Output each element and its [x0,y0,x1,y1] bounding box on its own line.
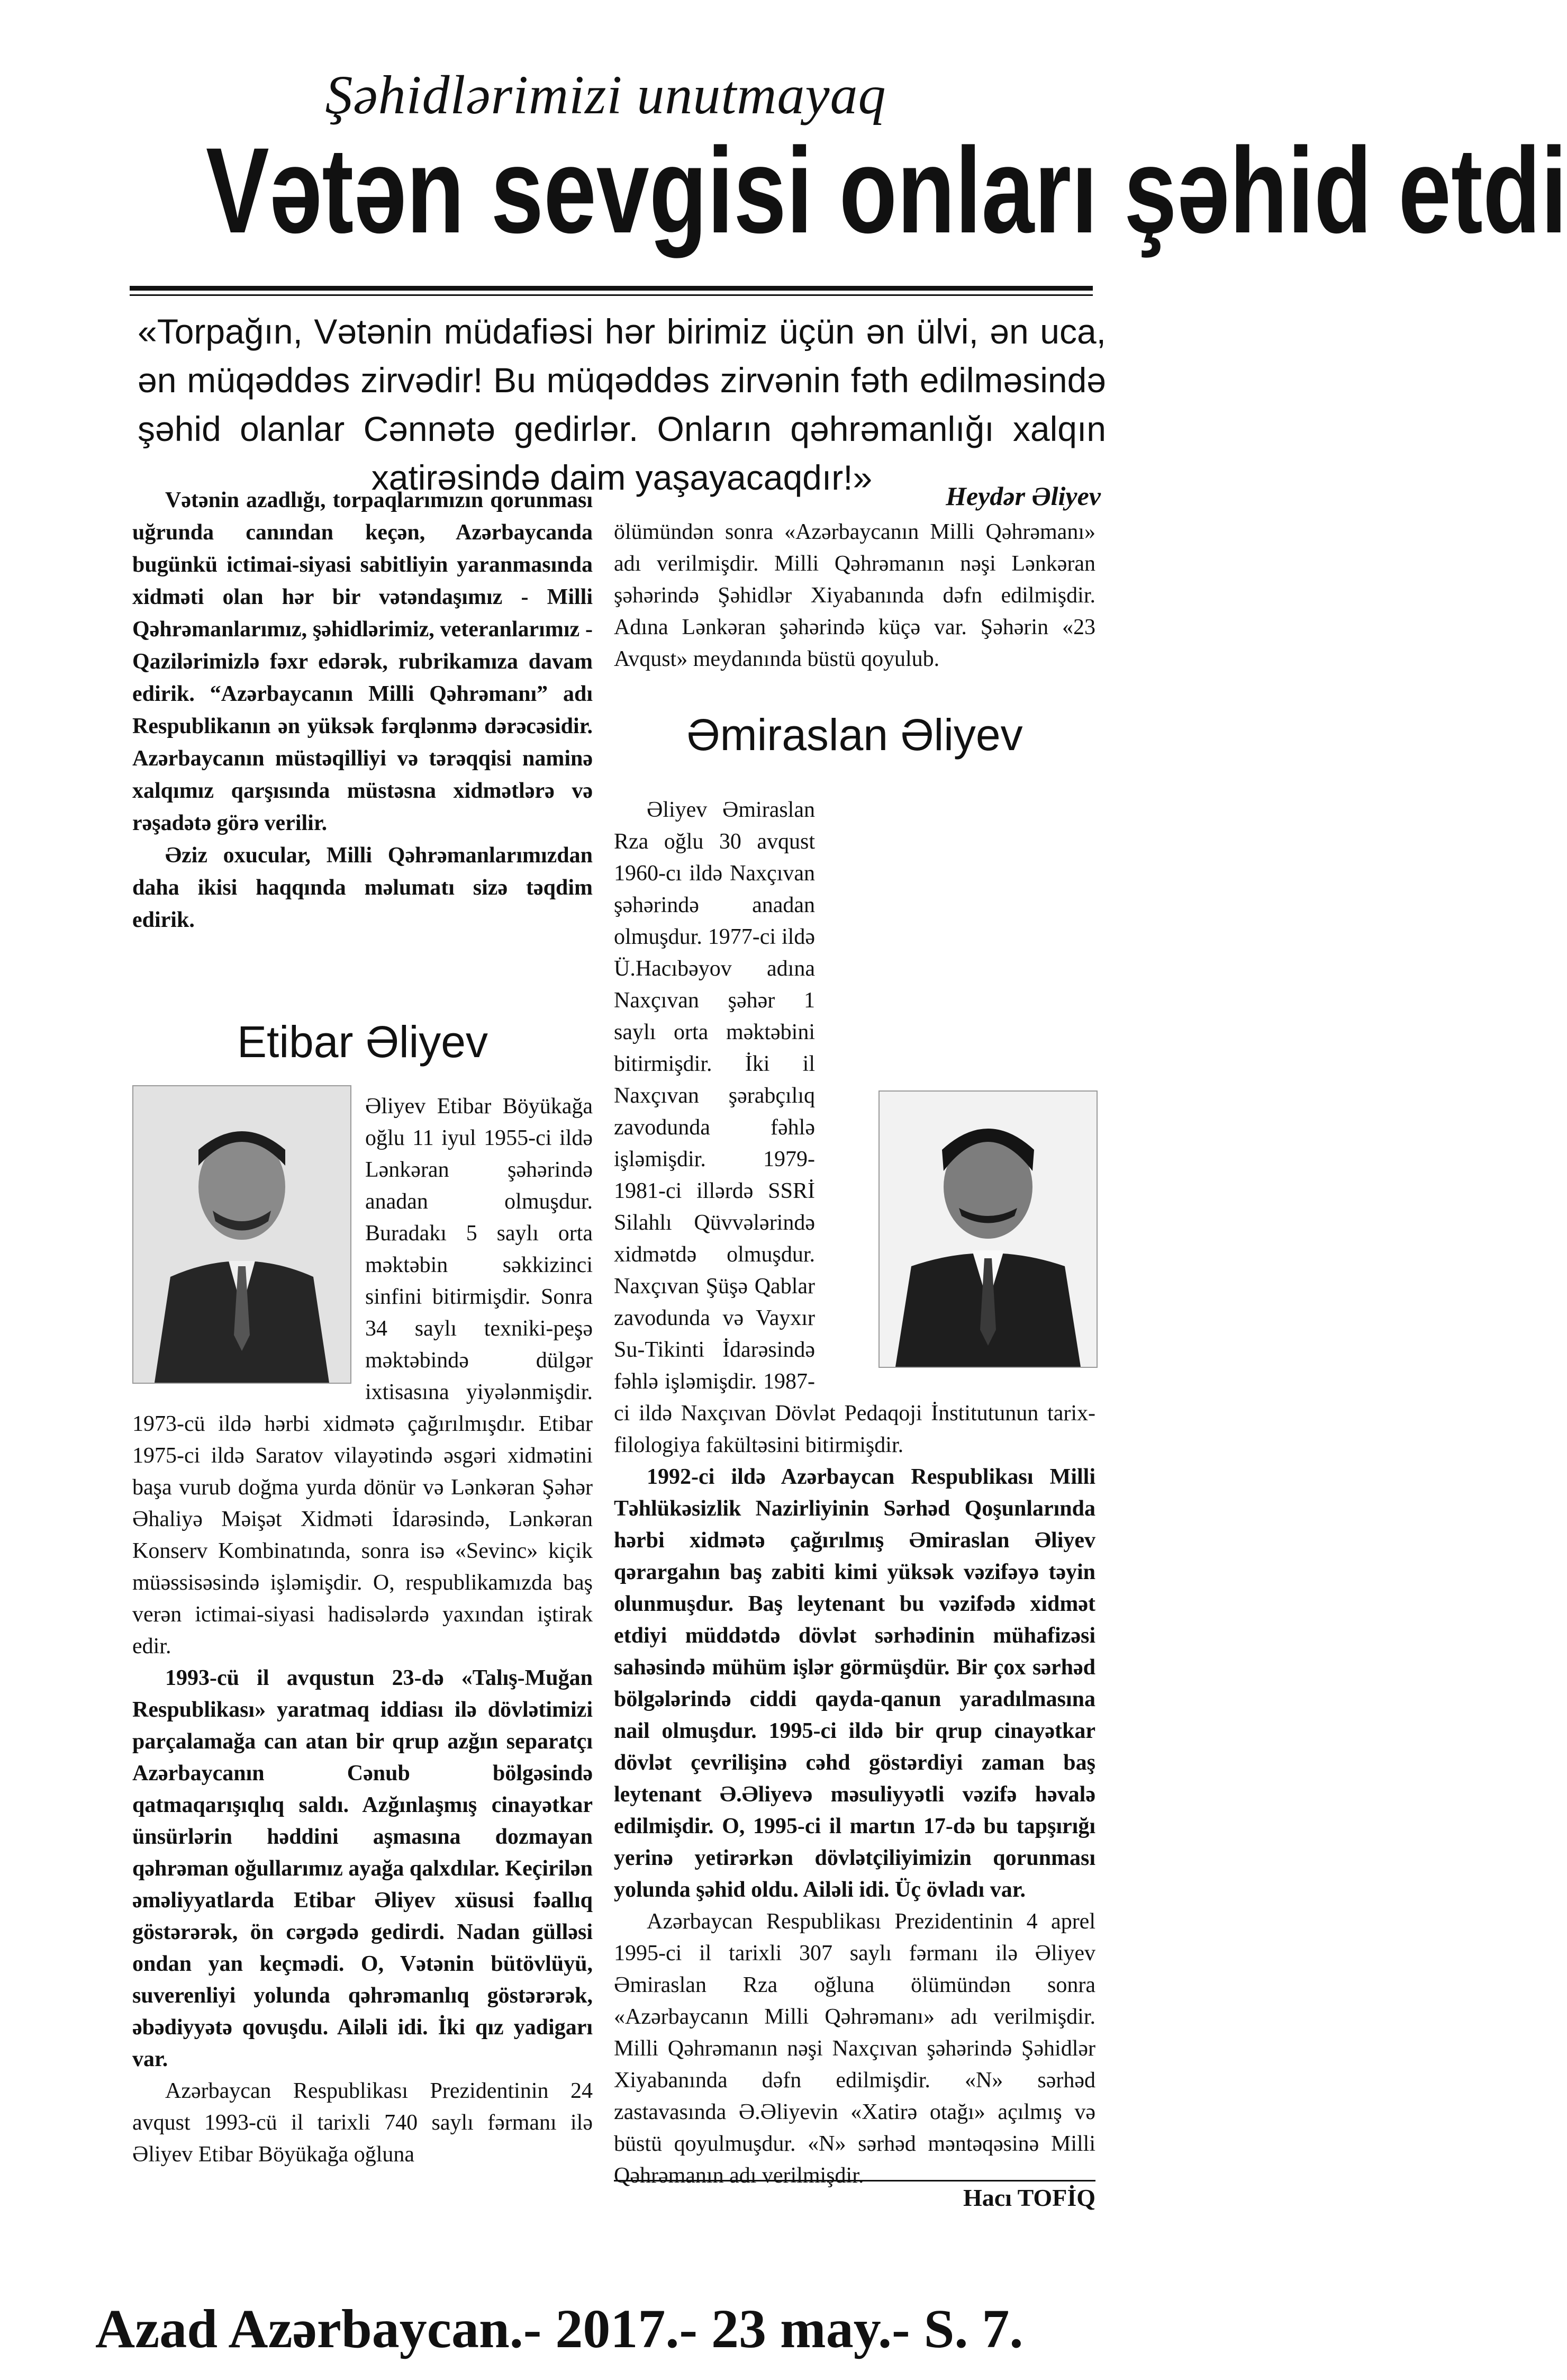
epigraph-quote: «Torpağın, Vətənin müdafiəsi hər birimiz üçün ən ülvi, ən uca, ən müqəddəs zirvədir! Bu müqəddəs zirvənin fəth edilməsində şəhid olanlar Cənnətə gedirlər. Onların qəhrəmanlığı xalqın xatirəsində daim yaşayacaqdır!» [138,312,1106,497]
hero1-paragraph-1 [132,1090,593,1662]
hero1-bio [132,1090,593,2170]
header-rule-thin [130,294,1093,296]
hero1-name: Etibar Əliyev [237,1017,488,1067]
author-signature: Hacı TOFİQ [963,2184,1095,2211]
hero1-continuation [614,516,1095,675]
hero2-paragraph-2: 1992-ci ildə Azərbaycan Respublikası Milli Təhlükəsizlik Nazirliyinin Sərhəd Qoşunlarında hərbi xidmətə çağırılmış Əmiraslan Əliyev qərargahın baş zabiti kimi yüksək vəzifəyə təyin olunmuşdur. Baş leytenant bu vəzifədə xidmət etdiyi müddətdə dövlət sərhədinin mühafizəsi sahəsində mühüm işlər görmüşdür. Bir çox sərhəd bölgələrində ciddi qayda-qanun yaradılmasına nail olmuşdur. 1995-ci ildə bir qrup cinayətkar dövlət çevrilişinə cəhd göstərdiyi zaman baş leytenant Ə.Əliyevə məsuliyyətli vəzifə həvalə edilmişdir. O, 1995-ci il martın 17-də bu tapşırığı yerinə yetirərkən dövlətçiliyimizin qorunması yolunda şəhid oldu. Ailəli idi. Üç övladı var. [614,1465,1095,1902]
hero2-bio [614,794,1095,2192]
photo-wrap-spacer [132,1088,365,1385]
byline-rule [614,2180,1095,2181]
hero1-paragraph-3: Azərbaycan Respublikası Prezidentinin 24 avqust 1993-cü il tarixli 740 saylı fərmanı ilə Əliyev Etibar Böyükağa oğluna [132,2079,593,2167]
rubric-title: Şəhidlərimizi unutmayaq [325,65,886,125]
hero1-paragraph-2: 1993-cü il avqustun 23-də «Talış-Muğan Respublikası» yaratmaq iddiası ilə dövlətimizi parçalamağa can atan bir qrup azğın separatçı Azərbaycanın Cənub bölgəsində qatmaqarışıqlıq saldı. Azğınlaşmış cinayətkar ünsürlərin həddini aşmasına dozmayan qəhrəman oğullarımız ayağa qalxdılar. Keçirilən əməliyyatlarda Etibar Əliyev xüsusi fəallıq göstərərək, ön cərgədə gedirdi. Nadan gülləsi ondan yan keçmədi. O, Vətənin bütövlüyü, suverenliyi yolunda qəhrəmanlıq göstərərək, əbədiyyətə qovuşdu. Ailəli idi. İki qız yadigarı var. [132,1666,593,2071]
intro-text [132,484,593,936]
hero2-paragraph-1-text: Əliyev Əmiraslan Rza oğlu 30 avqust 1960-cı ildə Naxçıvan şəhərində anadan olmuşdur. 1977-ci ildə Ü.Hacıbəyov adına Naxçıvan şəhər 1 saylı orta məktəbini bitirmişdir. İki il Naxçıvan şərabçılıq zavodunda fəhlə işləmişdir. 1979-1981-ci illərdə SSRİ Silahlı Qüvvələrində xidmətdə olmuşdur. Naxçıvan Şüşə Qablar zavodunda və Vayxır Su-Tikinti İdarəsində fəhlə işləmişdir. 1987-ci ildə Naxçıvan Dövlət Pedaqoji İnstitutunun tarix-filologiya fakültəsini bitirmişdir. [614,798,1095,1457]
intro-paragraph-1: Vətənin azadlığı, torpaqlarımızın qorunması uğrunda canından keçən, Azərbaycanda bugünkü ictimai-siyasi sabitliyin yaranmasında xidməti olan hər bir vətəndaşımız - Milli Qəhrəmanlarımız, şəhidlərimiz, veteranlarımız - Qazilərimizlə fəxr edərək, rubrikamıza davam edirik. “Azərbaycanın Milli Qəhrəmanı” adı Respublikanın ən yüksək fərqlənmə dərəcəsidir. Azərbaycanın müstəqilliyi və tərəqqisi naminə xalqımız qarşısında müstəsna xidmətlərə və rəşadətə görə verilir. [132,488,593,835]
source-citation: Azad Azərbaycan.- 2017.- 23 may.- S. 7. [95,2298,1023,2359]
photo-wrap-spacer [815,1096,1095,1382]
hero1-paragraph-1-text: Əliyev Etibar Böyükağa oğlu 11 iyul 1955-ci ildə Lənkəran şəhərində anadan olmuşdur. Buradakı 5 saylı orta məktəbin səkkizinci sinfini bitirmişdir. Sonra 34 saylı texniki-peşə məktəbində dülgər ixtisasına yiyələnmişdir. 1973-cü ildə hərbi xidmətə çağırılmışdır. Etibar 1975-ci ildə Saratov vilayətində əsgəri xidmətini başa vurub doğma yurda dönür və Lənkəran Şəhər Əhaliyə Məişət Xidməti İdarəsində, Lənkəran Konserv Kombinatında, sonra isə «Sevinc» kiçik müəssisəsində işləmişdir. O, respublikamızda baş verən ictimai-siyasi hadisələrdə yaxından iştirak edir. [132,1094,593,1658]
header-rule [130,286,1093,291]
intro-paragraph-2: Əziz oxucular, Milli Qəhrəmanlarımızdan daha ikisi haqqında məlumatı sizə təqdim edirik. [132,843,593,932]
hero2-paragraph-3: Azərbaycan Respublikası Prezidentinin 4 aprel 1995-ci il tarixli 307 saylı fərmanı ilə Əliyev Əmiraslan Rza oğluna ölümündən sonra «Azərbaycanın Milli Qəhrəmanı» adı verilmişdir. Milli Qəhrəmanın nəşi Naxçıvan şəhərində Şəhidlər Xiyabanında dəfn edilmişdir. «N» sərhəd zastavasında Ə.Əliyevin «Xatirə otağı» açılmış və büstü qoyulmuşdur. «N» sərhəd məntəqəsinə Milli Qəhrəmanın adı verilmişdir. [614,1909,1095,2188]
headline: Vətən sevgisi onları şəhid etdi [206,122,1567,258]
hero2-paragraph-1 [614,794,1095,1461]
quote-author: Heydər Əliyev [946,481,1101,511]
hero2-name: Əmiraslan Əliyev [686,710,1023,760]
hero1-paragraph-3-continued: ölümündən sonra «Azərbaycanın Milli Qəhrəmanı» adı verilmişdir. Milli Qəhrəmanın nəşi Lənkəran şəhərində Şəhidlər Xiyabanında dəfn edilmişdir. Adına Lənkəran şəhərində küçə var. Şəhərin «23 Avqust» meydanında büstü qoyulub. [614,520,1095,671]
